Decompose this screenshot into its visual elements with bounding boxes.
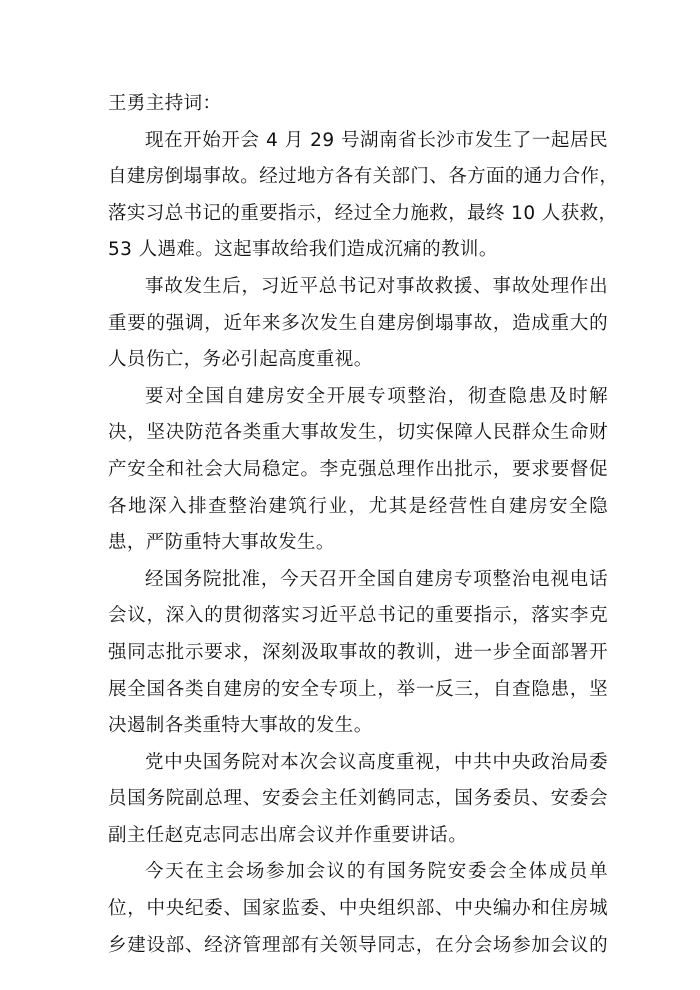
text-line: 各地深入排查整治建筑行业，尤其是经营性自建房安全隐: [108, 495, 608, 517]
text-line: 落实习总书记的重要指示，经过全力施救，最终 10 人获救，: [108, 202, 618, 224]
text-line: 人员伤亡，务必引起高度重视。: [108, 349, 373, 371]
text-line: 重要的强调，近年来多次发生自建房倒塌事故，造成重大的: [108, 312, 608, 334]
text-line: 副主任赵克志同志出席会议并作重要讲话。: [108, 824, 468, 846]
text-line: 事故发生后，习近平总书记对事故救援、事故处理作出: [145, 275, 608, 297]
text-line: 产安全和社会大局稳定。李克强总理作出批示，要求要督促: [108, 458, 608, 480]
heading-line: 王勇主持词：: [108, 93, 222, 114]
speech-text: [108, 86, 619, 964]
text-line: 强同志批示要求，深刻汲取事故的教训，进一步全面部署开: [108, 641, 608, 663]
text-line: 位，中央纪委、国家监委、中央组织部、中央编办和住房城: [108, 898, 608, 920]
text-line: 党中央国务院对本次会议高度重视，中共中央政治局委: [145, 751, 608, 773]
text-line: 乡建设部、经济管理部有关领导同志，在分会场参加会议的: [108, 934, 608, 956]
text-line: 决，坚决防范各类重大事故发生，切实保障人民群众生命财: [108, 422, 608, 444]
text-line: 决遏制各类重特大事故的发生。: [108, 715, 373, 737]
text-line: 员国务院副总理、安委会主任刘鹤同志，国务委员、安委会: [108, 788, 608, 810]
text-line: 53 人遇难。这起事故给我们造成沉痛的教训。: [108, 239, 498, 261]
text-line: 现在开始开会 4 月 29 号湖南省长沙市发生了一起居民: [145, 129, 608, 151]
text-line: 自建房倒塌事故。经过地方各有关部门、各方面的通力合作，: [108, 166, 619, 188]
text-line: 会议，深入的贯彻落实习近平总书记的重要指示，落实李克: [108, 605, 608, 627]
text-line: 今天在主会场参加会议的有国务院安委会全体成员单: [145, 861, 608, 883]
text-line: 展全国各类自建房的安全专项上，举一反三，自查隐患，坚: [108, 678, 608, 700]
text-line: 患，严防重特大事故发生。: [108, 532, 335, 554]
text-line: 要对全国自建房安全开展专项整治，彻查隐患及时解: [145, 385, 608, 407]
text-line: 经国务院批准，今天召开全国自建房专项整治电视电话: [145, 568, 608, 590]
